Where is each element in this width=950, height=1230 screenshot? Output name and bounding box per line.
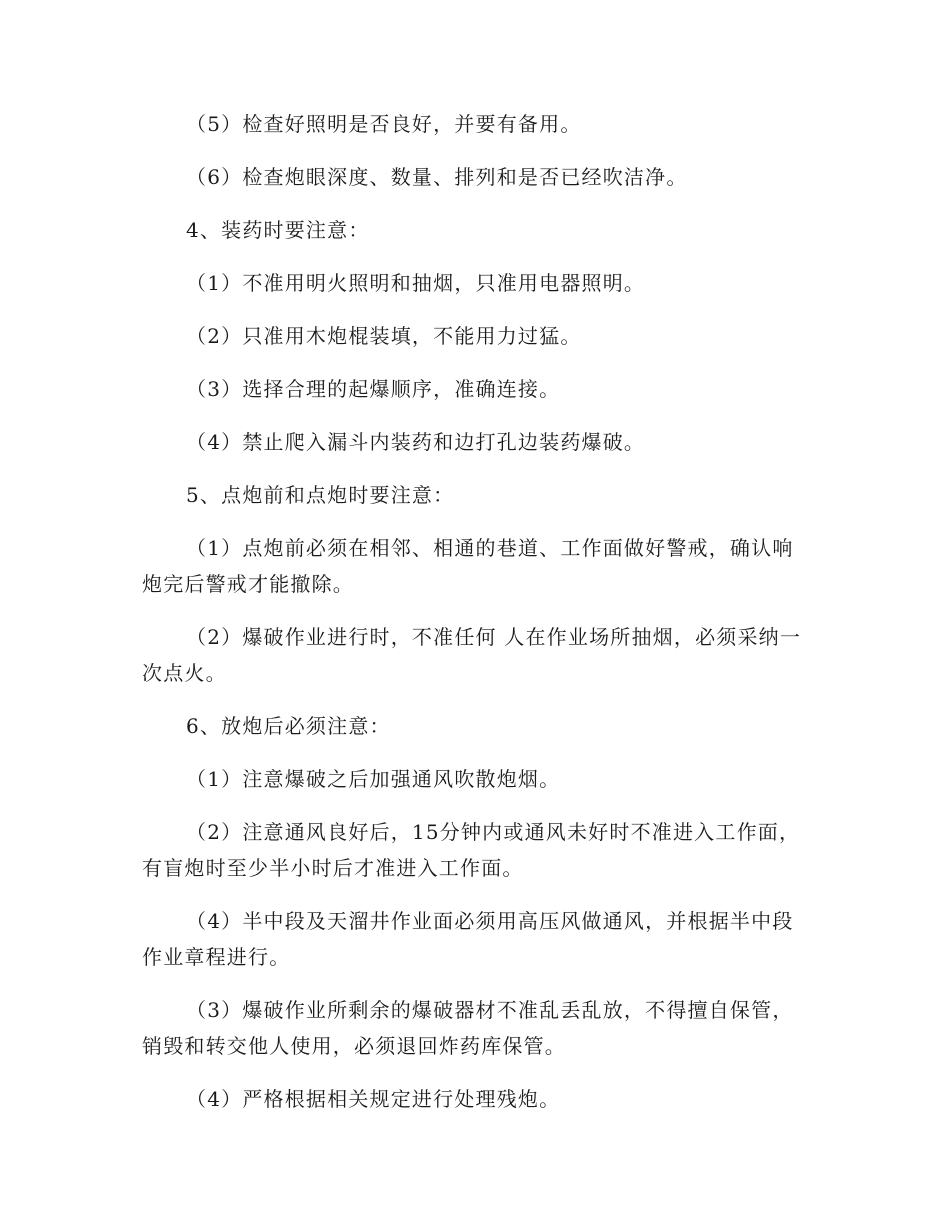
heading-charging: 4、装药时要注意： — [186, 218, 370, 242]
paragraph-no-open-flame: （1）不准用明火照明和抽烟，只准用电器照明。 — [186, 271, 646, 295]
paragraph-high-pressure-air: （4）半中段及天溜井作业面必须用高压风做通风，并根据半中段作业章程进行。 — [142, 909, 794, 969]
paragraph-wooden-rod: （2）只准用木炮棍装填，不能用力过猛。 — [186, 324, 582, 348]
paragraph-detonation-order: （3）选择合理的起爆顺序，准确连接。 — [186, 377, 561, 401]
paragraph-no-funnel-entry: （4）禁止爬入漏斗内装药和边打孔边装药爆破。 — [186, 430, 646, 454]
paragraph-ventilation: （1）注意爆破之后加强通风吹散炮烟。 — [186, 767, 561, 791]
paragraph-check-blastholes: （6）检查炮眼深度、数量、排列和是否已经吹洁净。 — [186, 165, 688, 189]
heading-after-blast: 6、放炮后必须注意： — [186, 714, 391, 738]
paragraph-warning-guard: （1）点炮前必须在相邻、相通的巷道、工作面做好警戒，确认响炮完后警戒才能撤除。 — [142, 536, 794, 596]
paragraph-reentry-wait: （2）注意通风良好后，15分钟内或通风未好时不准进入工作面，有盲炮时至少半小时后才准进入工作面。 — [142, 820, 801, 880]
paragraph-leftover-materials: （3）爆破作业所剩余的爆破器材不准乱丢乱放，不得擅自保管，销毁和转交他人使用，必须退回炸药库保管。 — [142, 998, 794, 1058]
document-body — [142, 106, 812, 1134]
heading-ignition: 5、点炮前和点炮时要注意： — [186, 483, 455, 507]
paragraph-check-lighting: （5）检查好照明是否良好，并要有备用。 — [186, 112, 582, 136]
paragraph-no-smoking: （2）爆破作业进行时，不准任何 人在作业场所抽烟，必须采纳一次点火。 — [142, 625, 802, 685]
paragraph-misfire-handling: （4）严格根据相关规定进行处理残炮。 — [186, 1087, 561, 1111]
